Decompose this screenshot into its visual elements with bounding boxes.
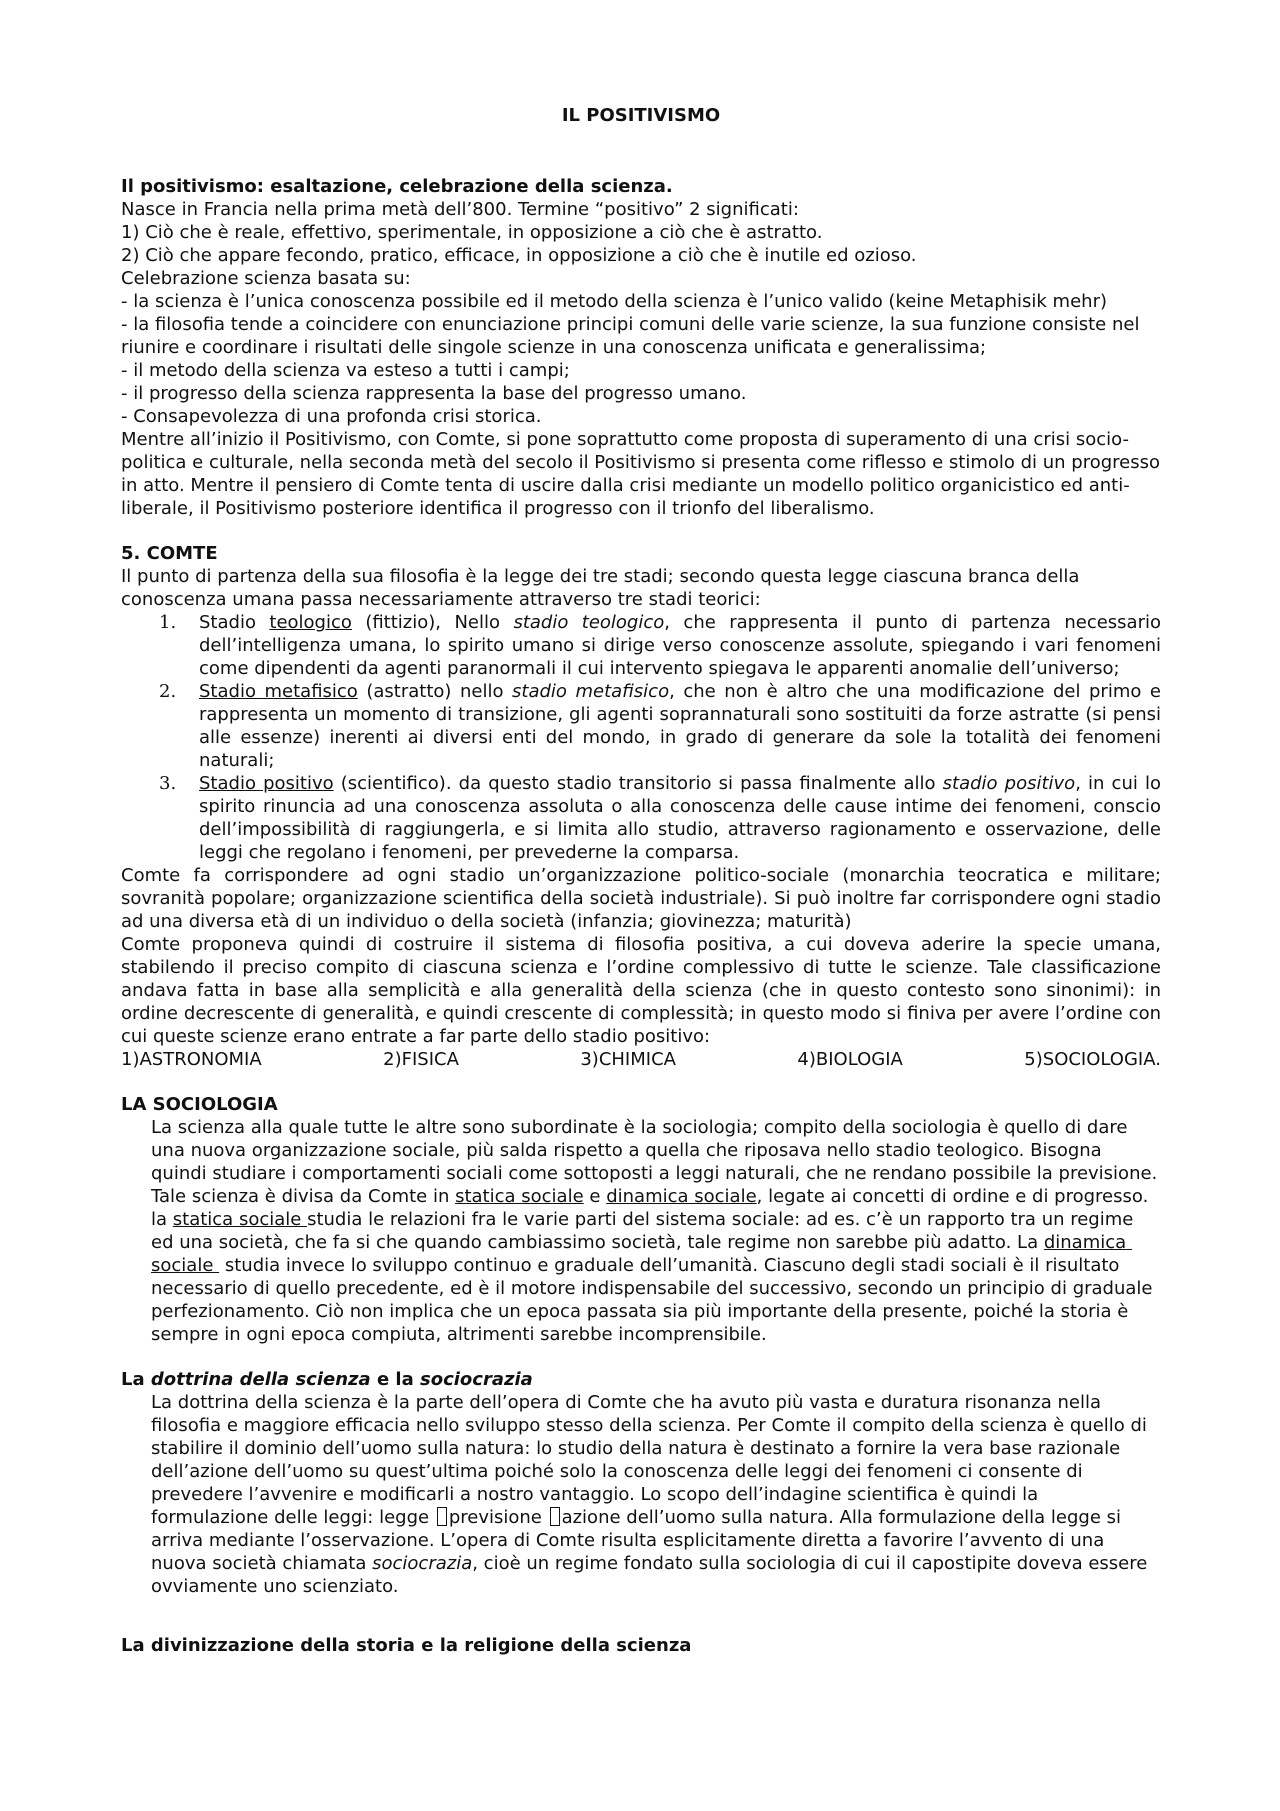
stage-name: teologico (269, 612, 352, 633)
stage-item (121, 772, 1161, 864)
text-run: sociocrazia (372, 1553, 473, 1574)
stage-italic: stadio metafisico (512, 681, 670, 702)
science-item: 1)ASTRONOMIA (121, 1049, 262, 1070)
arrow-glyph-icon (437, 1507, 447, 1526)
science-item: 4)BIOLOGIA (797, 1049, 903, 1070)
term-statica: statica sociale (172, 1209, 308, 1230)
text-run: sociocrazia (420, 1369, 533, 1390)
stage-number: 3. (159, 773, 177, 794)
comte-paragraph: Comte proponeva quindi di costruire il sistema di filosofia positiva, a cui doveva aderire la specie umana, stabilendo il preciso compito di ciascuna scienza e l’ordine complessivo di tutte le scienze. Tale classificazione andava fatta in base alla semplicità e alla generalità della scienza (che in questo contesto sono sinonimi): in ordine decrescente di generalità, e quindi crescente di complessità; in questo modo si finiva per avere l’ordine con cui queste scienze erano entrate a far parte dello stadio positivo: (121, 934, 1167, 1047)
comte-paragraph: Comte fa corrispondere ad ogni stadio un’organizzazione politico-sociale (monarchia teocratica e militare; sovranità popolare; organizzazione scientifica della società industriale). Si può inoltre far corrispondere ogni stadio ad una diversa età di un individuo o della società (infanzia; giovinezza; maturità) (121, 865, 1167, 932)
stage-text: (fittizio), Nello (351, 612, 514, 633)
term-statica: statica sociale (455, 1186, 584, 1207)
text-run: , legate ai concetti di ordine e di progresso. la (151, 1186, 1155, 1230)
comte-heading: 5. COMTE (121, 543, 218, 564)
science-item: 5)SOCIOLOGIA. (1024, 1049, 1161, 1070)
text-run: previsione (448, 1507, 548, 1528)
text-run: e (583, 1186, 607, 1207)
stage-text: , che rappresenta il punto di partenza necessario dell’intelligenza umana, lo spirito umano si dirige verso conoscenze assolute, spiegando i vari fenomeni come dipendenti da agenti paranormali il cui intervento spiegava le apparenti anomalie dell’universo; (199, 612, 1161, 679)
dottrina-heading (121, 1368, 1161, 1391)
stage-item (121, 680, 1161, 772)
intro-line: - Consapevolezza di una profonda crisi storica. (121, 406, 542, 427)
science-item: 2)FISICA (383, 1049, 459, 1070)
text-run: La (121, 1369, 151, 1390)
stage-name: Stadio positivo (199, 773, 334, 794)
intro-line: - il progresso della scienza rappresenta la base del progresso umano. (121, 383, 747, 404)
term-dinamica: dinamica sociale (151, 1232, 1132, 1276)
stage-italic: stadio positivo (942, 773, 1076, 794)
intro-line: 1) Ciò che è reale, effettivo, sperimentale, in opposizione a ciò che è astratto. (121, 222, 823, 243)
intro-line: - il metodo della scienza va esteso a tutti i campi; (121, 360, 570, 381)
comte-intro: Il punto di partenza della sua filosofia è la legge dei tre stadi; secondo questa legge ciascuna branca della conoscenza umana passa necessariamente attraverso tre stadi teorici: (121, 566, 1086, 610)
text-run: studia invece lo sviluppo continuo e graduale dell’umanità. Ciascuno degli stadi sociali è il risultato necessario di quello precedente, ed è il motore indispensabile del successivo, secondo un principio di graduale perfezionamento. Ciò non implica che un epoca passata sia più importante della presente, poiché la storia è sempre in ogni epoca compiuta, altrimenti sarebbe incomprensibile. (151, 1255, 1159, 1345)
text-run: , cioè un regime fondato sulla sociologia di cui il capostipite doveva essere ovviamente uno scienziato. (151, 1553, 1154, 1597)
last-heading: La divinizzazione della storia e la religione della scienza (121, 1635, 692, 1656)
sociologia-heading: LA SOCIOLOGIA (121, 1094, 278, 1115)
intro-line: Nasce in Francia nella prima metà dell’800. Termine “positivo” 2 significati: (121, 199, 799, 220)
science-item: 3)CHIMICA (580, 1049, 676, 1070)
sciences-list (121, 1048, 1161, 1071)
stage-text: Stadio (199, 612, 270, 633)
sociologia-paragraph (151, 1185, 1161, 1346)
stage-item (121, 611, 1161, 680)
text-run: Tale scienza è divisa da Comte in (151, 1186, 456, 1207)
arrow-glyph-icon (550, 1507, 560, 1526)
intro-heading: Il positivismo: esaltazione, celebrazione della scienza. (121, 176, 673, 197)
stage-text: , che non è altro che una modificazione del primo e rappresenta un momento di transizione, gli agenti soprannaturali sono sostituiti da forze astratte (si pensi alle essenze) inerenti ai diversi enti del mondo, in grado di generare da sole la totalità dei fenomeni naturali; (199, 681, 1161, 771)
page-title: IL POSITIVISMO (561, 105, 721, 126)
text-run: e la (370, 1369, 420, 1390)
sociologia-paragraph: La scienza alla quale tutte le altre sono subordinate è la sociologia; compito della sociologia è quello di dare una nuova organizzazione sociale, più salda rispetto a quella che riposava nello stadio teologico. Bisogna quindi studiare i comportamenti sociali come sottoposti a leggi naturali, che ne rendano possibile la previsione. (151, 1117, 1158, 1184)
document-page (121, 104, 1167, 1657)
intro-line: 2) Ciò che appare fecondo, pratico, efficace, in opposizione a ciò che è inutile ed ozioso. (121, 245, 917, 266)
stage-name: Stadio metafisico (199, 681, 358, 702)
text-run: La dottrina della scienza è la parte dell’opera di Comte che ha avuto più vasta e duratura risonanza nella filosofia e maggiore efficacia nello sviluppo stesso della scienza. Per Comte il compito della scienza è quello di stabilire il dominio dell’uomo sulla natura: lo studio della natura è destinato a fornire la vera base razionale dell’azione dell’uomo su quest’ultima poiché solo la conoscenza delle leggi dei fenomeni ci consente di prevedere l’avvenire e modificarli a nostro vantaggio. Lo scopo dell’indagine scientifica è quindi la formulazione delle leggi: legge (151, 1392, 1153, 1528)
text-run: studia le relazioni fra le varie parti del sistema sociale: ad es. c’è un rapporto tra un regime ed una società, che fa si che quando cambiassimo società, tale regime non sarebbe più adatto. La (151, 1209, 1140, 1253)
intro-line: - la scienza è l’unica conoscenza possibile ed il metodo della scienza è l’unico valido (keine Metaphisik mehr) (121, 291, 1108, 312)
intro-line: - la filosofia tende a coincidere con enunciazione principi comuni delle varie scienze, la sua funzione consiste nel riunire e coordinare i risultati delle singole scienze in una conoscenza unificata e generalissima; (121, 314, 1146, 358)
stage-number: 1. (159, 612, 177, 633)
stage-italic: stadio teologico (513, 612, 665, 633)
stage-text: (astratto) nello (357, 681, 513, 702)
term-dinamica: dinamica sociale (606, 1186, 757, 1207)
text-run: dottrina della scienza (150, 1369, 371, 1390)
stage-text: , in cui lo spirito rinuncia ad una conoscenza assoluta o alla conoscenza delle cause intime dei fenomeni, conscio dell’impossibilità di raggiungerla, e si limita allo studio, attraverso ragionamento e osservazione, delle leggi che regolano i fenomeni, per prevederne la comparsa. (199, 773, 1161, 863)
stages-list (121, 611, 1161, 864)
text-run: azione dell’uomo sulla natura. Alla formulazione della legge si arriva mediante l’osservazione. L’opera di Comte risulta esplicitamente diretta a favorire l’avvento di una nuova società chiamata (151, 1507, 1127, 1574)
stage-text: (scientifico). da questo stadio transitorio si passa finalmente allo (333, 773, 943, 794)
stage-number: 2. (159, 681, 177, 702)
intro-line: Celebrazione scienza basata su: (121, 268, 411, 289)
intro-paragraph: Mentre all’inizio il Positivismo, con Comte, si pone soprattutto come proposta di superamento di una crisi socio-politica e culturale, nella seconda metà del secolo il Positivismo si presenta come riflesso e stimolo di un progresso in atto. Mentre il pensiero di Comte tenta di uscire dalla crisi mediante un modello politico organicistico ed anti-liberale, il Positivismo posteriore identifica il progresso con il trionfo del liberalismo. (121, 429, 1166, 519)
dottrina-paragraph (151, 1391, 1161, 1598)
